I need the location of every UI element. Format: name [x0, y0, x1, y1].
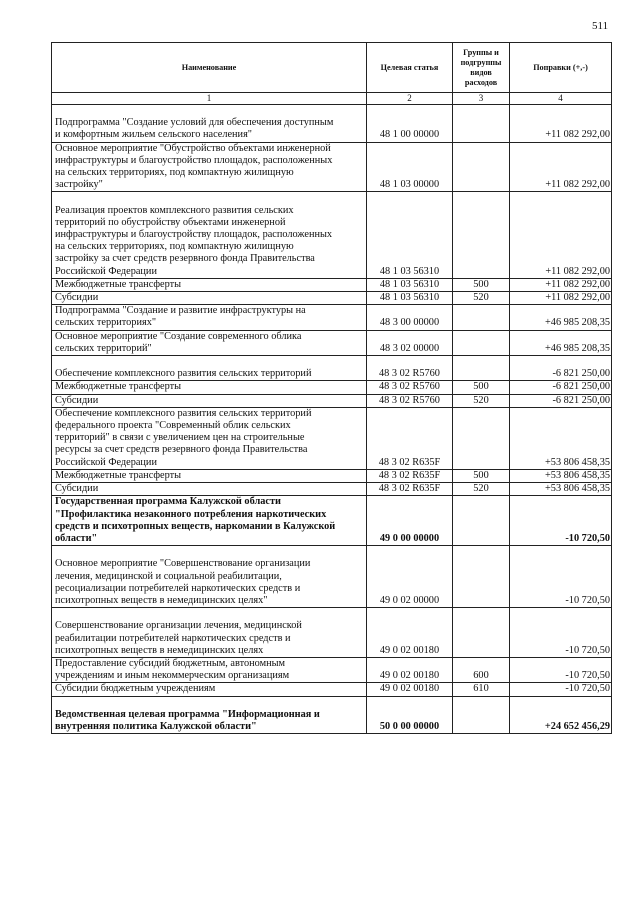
row-name-line: Реализация проектов комплексного развития сельских: [55, 204, 294, 216]
row-name-line: на сельских территориях, под компактную жилищную: [55, 241, 294, 253]
column-index: 4: [510, 93, 612, 105]
row-name-line: средств и психотропных веществ, наркомании в Калужской: [55, 520, 336, 532]
row-name: [52, 278, 367, 291]
table-row: [52, 483, 612, 496]
row-target-code: 48 1 03 56310: [367, 192, 453, 278]
row-name-line: лечения, медицинской и социальной реабилитации,: [55, 570, 282, 582]
row-target-code: 48 1 03 56310: [367, 278, 453, 291]
row-name: [52, 483, 367, 496]
row-target-code: 49 0 02 00180: [367, 683, 453, 696]
row-name-line: Российской Федерации: [55, 456, 157, 468]
row-target-code: 48 3 02 R635F: [367, 483, 453, 496]
row-expense-group: 600: [453, 657, 510, 682]
row-name-line: внутренняя политика Калужской области": [55, 720, 257, 732]
header-expense-groups: Группы и подгруппы видов расходов: [453, 43, 510, 93]
row-expense-group: [453, 192, 510, 278]
row-name: [52, 469, 367, 482]
row-amendment-amount: +53 806 458,35: [510, 469, 612, 482]
row-name: [52, 496, 367, 546]
row-target-code: 48 3 02 R635F: [367, 469, 453, 482]
row-amendment-amount: -10 720,50: [510, 546, 612, 608]
table-row: [52, 683, 612, 696]
row-name: [52, 305, 367, 330]
row-expense-group: 500: [453, 278, 510, 291]
row-amendment-amount: +11 082 292,00: [510, 292, 612, 305]
row-name-line: инфраструктуры и благоустройство площадок, расположенных: [55, 154, 333, 166]
row-amendment-amount: -6 821 250,00: [510, 356, 612, 381]
header-name: Наименование: [52, 43, 367, 93]
row-name: [52, 696, 367, 734]
row-target-code: 48 3 02 00000: [367, 330, 453, 355]
table-row: [52, 381, 612, 394]
row-expense-group: 520: [453, 483, 510, 496]
row-name-line: застройку": [55, 179, 103, 191]
row-name: [52, 683, 367, 696]
column-index: 3: [453, 93, 510, 105]
row-name-line: федерального проекта "Современный облик сельских: [55, 420, 291, 432]
row-target-code: 49 0 02 00180: [367, 608, 453, 658]
row-name-line: территорий по обустройству объектами инженерной: [55, 216, 286, 228]
row-amendment-amount: +24 652 456,29: [510, 696, 612, 734]
row-name: [52, 142, 367, 192]
row-name-line: территорий" в связи с увеличением цен на строительные: [55, 432, 305, 444]
row-name: [52, 105, 367, 143]
row-expense-group: 520: [453, 394, 510, 407]
row-name: [52, 381, 367, 394]
table-row: [52, 292, 612, 305]
row-name: [52, 546, 367, 608]
header-amendments: Поправки (+,-): [510, 43, 612, 93]
row-amendment-amount: +11 082 292,00: [510, 278, 612, 291]
row-name-line: Ведомственная целевая программа "Информационная и: [55, 708, 320, 720]
row-name-line: Основное мероприятие "Создание современного облика: [55, 330, 302, 342]
row-name: [52, 608, 367, 658]
row-name-line: и комфортным жильем сельского населения": [55, 129, 253, 141]
row-name-line: Основное мероприятие "Совершенствование организации: [55, 558, 311, 570]
table-row: [52, 407, 612, 469]
table-row: [52, 278, 612, 291]
row-amendment-amount: +11 082 292,00: [510, 192, 612, 278]
row-name: [52, 292, 367, 305]
row-expense-group: 610: [453, 683, 510, 696]
row-amendment-amount: -6 821 250,00: [510, 381, 612, 394]
row-target-code: 50 0 00 00000: [367, 696, 453, 734]
row-amendment-amount: -10 720,50: [510, 608, 612, 658]
row-expense-group: [453, 496, 510, 546]
row-name-line: психотропных веществ в немедицинских целях": [55, 594, 268, 606]
row-target-code: 48 3 00 00000: [367, 305, 453, 330]
row-expense-group: [453, 696, 510, 734]
row-name-line: Субсидии: [55, 292, 99, 304]
row-name-line: Обеспечение комплексного развития сельских территорий: [55, 407, 312, 419]
row-name: [52, 394, 367, 407]
table-row: [52, 394, 612, 407]
row-name-line: на сельских территориях, под компактную жилищную: [55, 167, 294, 179]
row-name-line: Государственная программа Калужской области: [55, 496, 281, 508]
row-expense-group: [453, 356, 510, 381]
row-name-line: Подпрограмма "Создание условий для обеспечения доступным: [55, 117, 334, 129]
row-name-line: реабилитации потребителей наркотических средств и: [55, 632, 291, 644]
row-name-line: Межбюджетные трансферты: [55, 381, 182, 393]
row-expense-group: [453, 330, 510, 355]
row-amendment-amount: +53 806 458,35: [510, 483, 612, 496]
table-row: [52, 696, 612, 734]
row-name-line: ресурсы за счет средств резервного фонда Правительства: [55, 444, 308, 456]
column-index: 1: [52, 93, 367, 105]
table-row: [52, 657, 612, 682]
table-body: [52, 105, 612, 734]
row-expense-group: [453, 105, 510, 143]
row-name-line: Обеспечение комплексного развития сельских территорий: [55, 368, 312, 380]
row-amendment-amount: -6 821 250,00: [510, 394, 612, 407]
table-row: [52, 105, 612, 143]
row-name-line: сельских территорий": [55, 342, 152, 354]
row-name-line: ресоциализации потребителей наркотических средств и: [55, 582, 301, 594]
header-row: [52, 43, 612, 93]
row-amendment-amount: +11 082 292,00: [510, 105, 612, 143]
row-expense-group: 500: [453, 469, 510, 482]
row-name-line: учреждениям и иным некоммерческим организациям: [55, 670, 290, 682]
row-target-code: 48 1 03 00000: [367, 142, 453, 192]
row-amendment-amount: -10 720,50: [510, 657, 612, 682]
table-row: [52, 305, 612, 330]
row-name-line: Субсидии бюджетным учреждениям: [55, 683, 216, 695]
row-name-line: Предоставление субсидий бюджетным, автономным: [55, 657, 286, 669]
row-name-line: Субсидии: [55, 483, 99, 495]
row-expense-group: [453, 608, 510, 658]
row-name-line: Российской Федерации: [55, 265, 157, 277]
table-row: [52, 142, 612, 192]
row-name-line: области": [55, 532, 98, 544]
column-index: 2: [367, 93, 453, 105]
row-name-line: Основное мероприятие "Обустройство объектами инженерной: [55, 142, 331, 154]
table-row: [52, 192, 612, 278]
row-target-code: 48 1 00 00000: [367, 105, 453, 143]
row-amendment-amount: +46 985 208,35: [510, 330, 612, 355]
row-target-code: 48 3 02 R5760: [367, 356, 453, 381]
table-row: [52, 330, 612, 355]
row-name-line: сельских территориях": [55, 317, 157, 329]
row-target-code: 49 0 00 00000: [367, 496, 453, 546]
row-target-code: 48 1 03 56310: [367, 292, 453, 305]
row-amendment-amount: +53 806 458,35: [510, 407, 612, 469]
table-row: [52, 608, 612, 658]
row-amendment-amount: +46 985 208,35: [510, 305, 612, 330]
row-name: [52, 192, 367, 278]
row-name-line: Совершенствование организации лечения, медицинской: [55, 620, 302, 632]
row-amendment-amount: -10 720,50: [510, 496, 612, 546]
row-expense-group: 500: [453, 381, 510, 394]
row-expense-group: 520: [453, 292, 510, 305]
table-row: [52, 496, 612, 546]
header-target-article: Целевая статья: [367, 43, 453, 93]
row-target-code: 49 0 02 00000: [367, 546, 453, 608]
row-amendment-amount: +11 082 292,00: [510, 142, 612, 192]
row-name: [52, 356, 367, 381]
row-expense-group: [453, 546, 510, 608]
row-target-code: 48 3 02 R5760: [367, 381, 453, 394]
row-name: [52, 657, 367, 682]
table-row: [52, 469, 612, 482]
row-name-line: "Профилактика незаконного потребления наркотических: [55, 508, 327, 520]
row-name-line: застройку за счет средств резервного фонда Правительства: [55, 253, 315, 265]
row-target-code: 48 3 02 R5760: [367, 394, 453, 407]
table-row: [52, 546, 612, 608]
row-expense-group: [453, 142, 510, 192]
row-name-line: инфраструктуры и благоустройству площадок, расположенных: [55, 229, 333, 241]
column-index-row: [52, 93, 612, 105]
row-name-line: психотропных веществ в немедицинских целях: [55, 644, 264, 656]
row-name: [52, 407, 367, 469]
row-name: [52, 330, 367, 355]
row-amendment-amount: -10 720,50: [510, 683, 612, 696]
row-expense-group: [453, 407, 510, 469]
row-name-line: Субсидии: [55, 394, 99, 406]
budget-amendments-table: [51, 42, 612, 734]
page-number: 511: [592, 20, 609, 32]
row-target-code: 49 0 02 00180: [367, 657, 453, 682]
row-name-line: Подпрограмма "Создание и развитие инфраструктуры на: [55, 305, 306, 317]
row-name-line: Межбюджетные трансферты: [55, 469, 182, 481]
table-row: [52, 356, 612, 381]
row-name-line: Межбюджетные трансферты: [55, 278, 182, 290]
row-expense-group: [453, 305, 510, 330]
row-target-code: 48 3 02 R635F: [367, 407, 453, 469]
